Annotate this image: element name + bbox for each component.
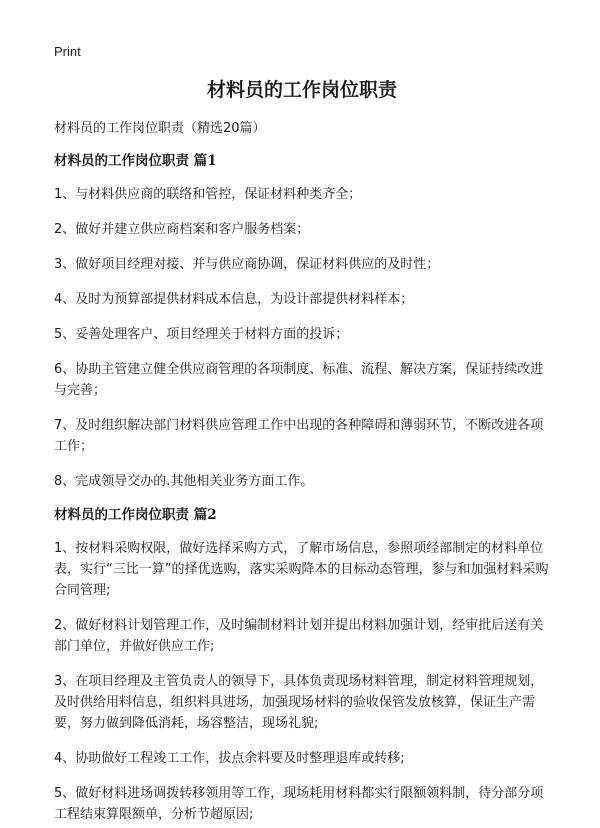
list-item: 5、做好材料进场调拨转移领用等工作，现场耗用材料都实行限额领料制，待分部分项工程结束算限额单，分析节超原因; — [54, 786, 544, 822]
print-label[interactable]: Print — [54, 44, 81, 59]
list-item: 4、协助做好工程竣工工作，拔点余料要及时整理退库或转移; — [54, 751, 405, 766]
page-title: 材料员的工作岗位职责 — [206, 79, 397, 101]
section-1 — [54, 152, 550, 492]
list-item: 3、做好项目经理对接、并与供应商协调，保证材料供应的及时性； — [54, 257, 440, 272]
section-heading: 材料员的工作岗位职责 篇2 — [54, 507, 217, 523]
list-item: 2、做好材料计划管理工作，及时编制材料计划并提出材料加强计划，经审批后送有关部门单位，并做好供应工作; — [54, 618, 544, 654]
list-item: 8、完成领导交办的.其他相关业务方面工作。 — [54, 474, 314, 489]
list-item: 6、协助主管建立健全供应商管理的各项制度、标准、流程、解决方案，保证持续改进与完善； — [54, 362, 544, 398]
list-item: 7、及时组织解决部门材料供应管理工作中出现的各种障碍和薄弱环节，不断改进各项工作； — [54, 418, 544, 454]
section-heading: 材料员的工作岗位职责 篇1 — [54, 153, 217, 169]
section-2 — [54, 506, 550, 825]
list-item: 3、在项目经理及主管负责人的领导下，具体负责现场材料管理，制定材料管理规划，及时供给用料信息，组织料具进场，加强现场材料的验收保管发放核算，保证生产需要，努力做到降低消耗，场容整洁，现场礼貌; — [54, 674, 544, 731]
list-item: 1、与材料供应商的联络和管控，保证材料种类齐全； — [54, 187, 362, 202]
list-item: 5、妥善处理客户、项目经理关于材料方面的投诉； — [54, 327, 349, 342]
list-item: 4、及时为预算部提供材料成本信息，为设计部提供材料样本； — [54, 292, 414, 307]
list-item: 2、做好并建立供应商档案和客户服务档案； — [54, 222, 310, 237]
page-subtitle: 材料员的工作岗位职责（精选20篇） — [54, 121, 266, 136]
list-item: 1、按材料采购权限，做好选择采购方式，了解市场信息，参照项经部制定的材料单位表，实行“三比一算”的择优选购，落实采购降本的目标动态管理，参与和加强材料采购合同管理; — [54, 541, 549, 598]
